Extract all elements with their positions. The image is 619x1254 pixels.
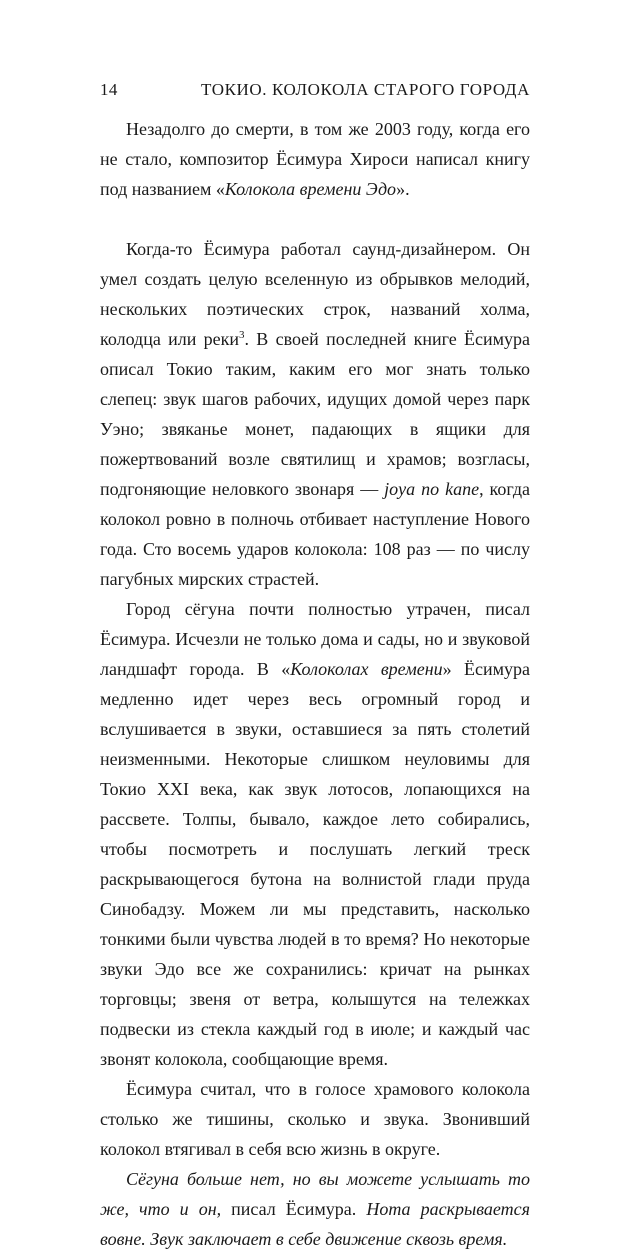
paragraph-2-text-cont: . В своей последней книге Ёсимура описал Токио таким, каким его мог знать только слепец: звук шагов рабочих, идущих домой через парк Уэно; звяканье монет, падающих в ящики для пожертвований возле святилищ и храмов; возгласы, подгоняющие неловкого звонаря — — [100, 329, 530, 499]
paragraph-2 — [100, 234, 530, 594]
paragraph-1-text: Незадолго до смерти, в том же 2003 году, когда его не стало, композитор Ёсимура Хироси написал книгу под названием « — [100, 119, 530, 199]
footnote-marker: 3 — [239, 329, 245, 341]
quote-italic-1: Сёгуна больше нет, но вы можете услышать то же, что и он, — [100, 1169, 530, 1219]
paragraph-4-text: Ёсимура считал, что в голосе храмового колокола столько же тишины, сколько и звука. Звонивший колокол втягивал в себя всю жизнь в округе. — [100, 1079, 530, 1159]
paragraph-3-text: Город сёгуна почти полностью утрачен, писал Ёсимура. Исчезли не только дома и сады, но и звуковой ландшафт города. В « — [100, 599, 530, 679]
paragraph-3-end: » Ёсимура медленно идет через весь огромный город и вслушивается в звуки, оставшиеся за пять столетий неизменными. Некоторые слишком неуловимы для Токио XXI века, как звук лотосов, лопающихся на рассвете. Толпы, бывало, каждое лето собирались, чтобы посмотреть и послушать легкий треск раскрывающегося бутона на волнистой глади пруда Синобадзу. Можем ли мы представить, насколько тонкими были чувства людей в то время? Но некоторые звуки Эдо все же сохранились: кричат на рынках торговцы; звеня от ветра, колышутся на тележках подвески из стекла каждый год в июле; и каждый час звонят колокола, сообщающие время. — [100, 659, 530, 1069]
book-page — [100, 80, 530, 1254]
paragraph-1 — [100, 114, 530, 204]
book-title-italic-2: Колоколах времени — [290, 659, 443, 679]
joya-no-kane-italic: joya no kane — [384, 479, 480, 499]
running-header — [100, 80, 530, 100]
running-title: ТОКИО. КОЛОКОЛА СТАРОГО ГОРОДА — [200, 80, 530, 99]
paragraph-4 — [100, 1074, 530, 1164]
paragraph-2-text: Когда-то Ёсимура работал саунд-дизайнером. Он умел создать целую вселенную из обрывков мелодий, нескольких поэтических строк, названий холма, колодца или реки — [100, 239, 530, 349]
quote-attribution: писал Ёсимура. — [221, 1199, 367, 1219]
page-number: 14 — [100, 80, 118, 99]
book-title-italic: Колокола времени Эдо — [224, 179, 397, 199]
paragraph-5 — [100, 1164, 530, 1254]
section-break — [100, 204, 530, 234]
paragraph-2-end: , когда колокол ровно в полночь отбивает наступление Нового года. Сто восемь ударов колокола: 108 раз — по числу пагубных мирских страстей. — [100, 479, 531, 589]
paragraph-1-end: ». — [396, 179, 410, 199]
quote-italic-2: Нота раскрывается вовне. Звук заключает в себе движение сквозь время. — [100, 1199, 530, 1249]
paragraph-3 — [100, 594, 530, 1074]
